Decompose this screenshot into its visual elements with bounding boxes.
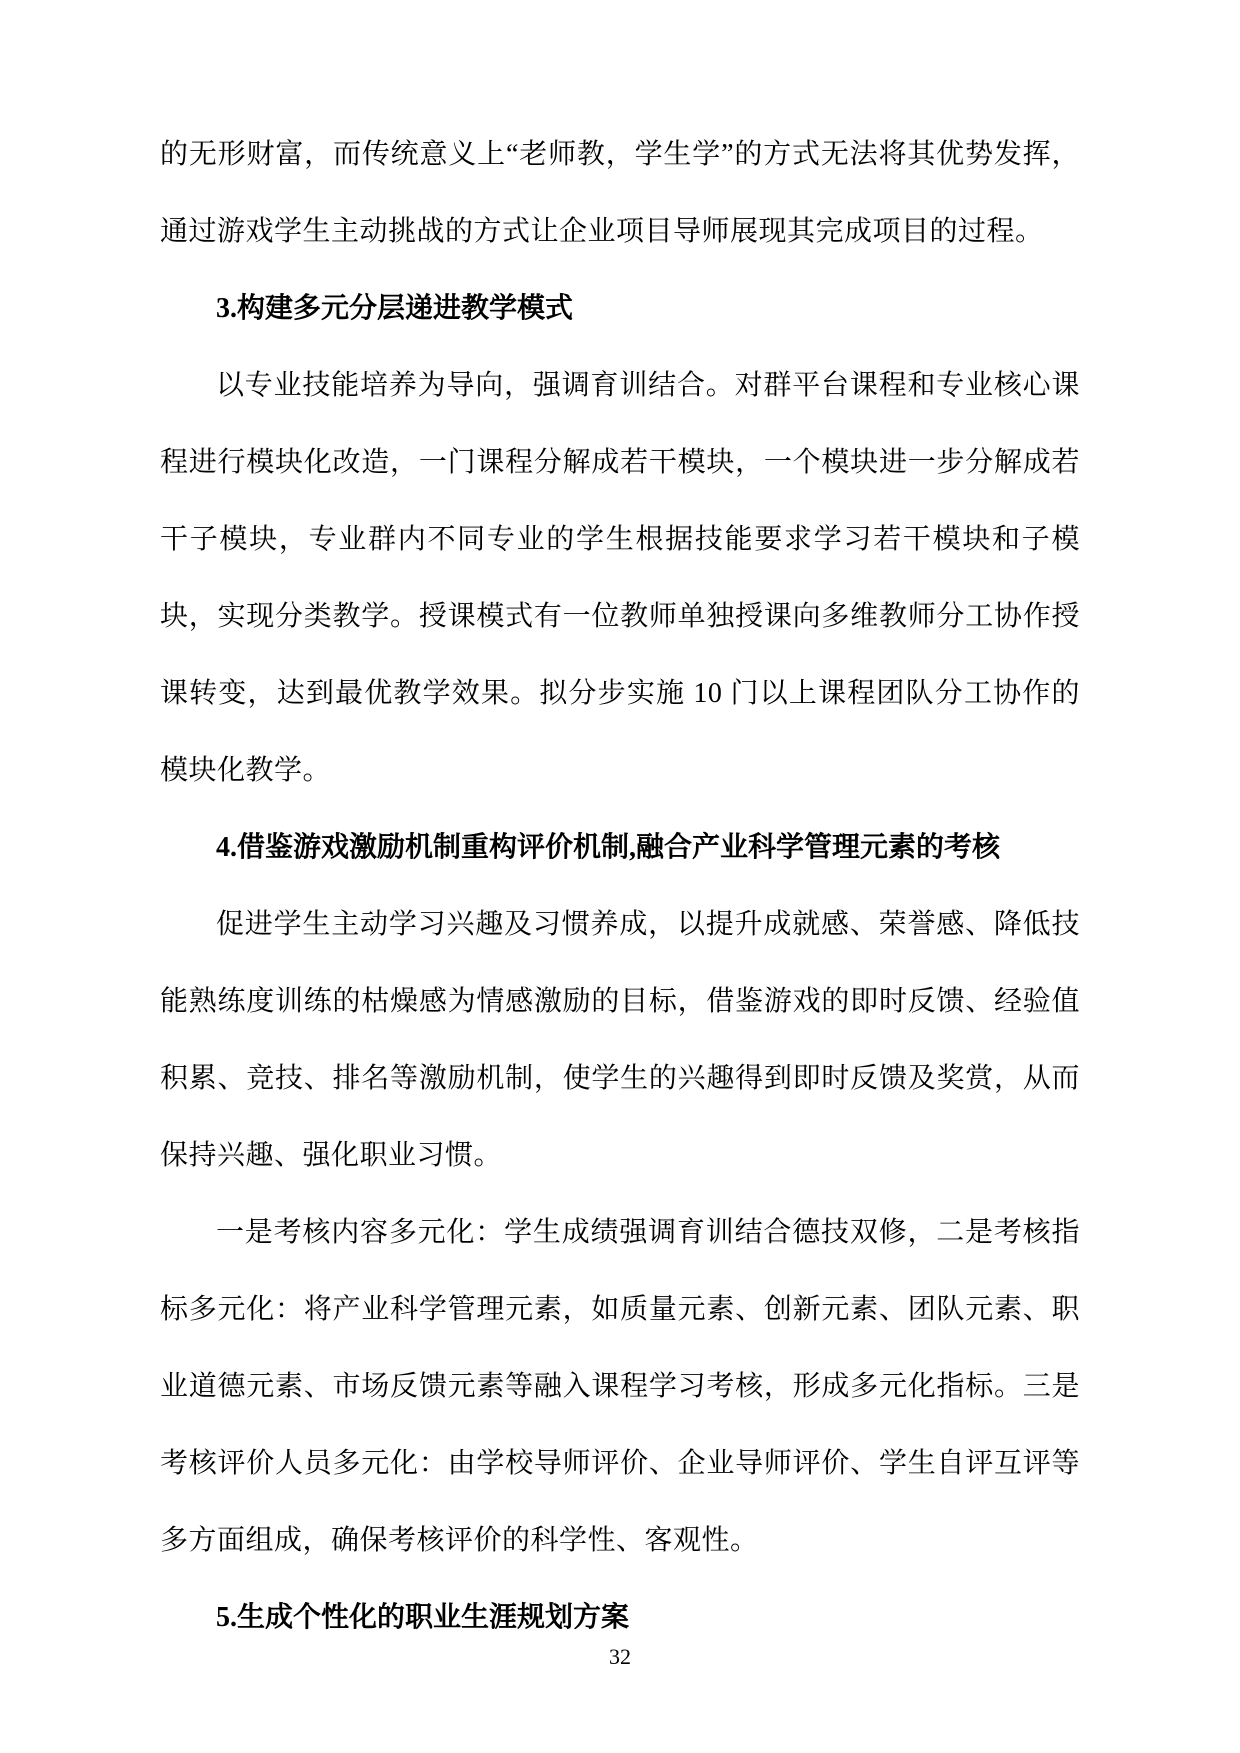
paragraph-assessment-diversification: 一是考核内容多元化：学生成绩强调育训结合德技双修，二是考核指标多元化：将产业科学管理元素，如质量元素、创新元素、团队元素、职业道德元素、市场反馈元素等融入课程学习考核，形成多元化指标。三是考核评价人员多元化：由学校导师评价、企业导师评价、学生自评互评等多方面组成，确保考核评价的科学性、客观性。	[160, 1217, 1080, 1556]
paragraph-incentive-mechanism: 促进学生主动学习兴趣及习惯养成，以提升成就感、荣誉感、降低技能熟练度训练的枯燥感为情感激励的目标，借鉴游戏的即时反馈、经验值积累、竞技、排名等激励机制，使学生的兴趣得到即时反馈及奖赏，从而保持兴趣、强化职业习惯。	[160, 909, 1080, 1171]
paragraph-teaching-model: 以专业技能培养为导向，强调育训结合。对群平台课程和专业核心课程进行模块化改造，一门课程分解成若干模块，一个模块进一步分解成若干子模块，专业群内不同专业的学生根据技能要求学习若干模块和子模块，实现分类教学。授课模式有一位教师单独授课向多维教师分工协作授课转变，达到最优教学效果。拟分步实施 10 门以上课程团队分工协作的模块化教学。	[160, 370, 1080, 786]
section-heading-4: 4.借鉴游戏激励机制重构评价机制,融合产业科学管理元素的考核	[216, 832, 1001, 863]
section-heading-3: 3.构建多元分层递进教学模式	[216, 293, 574, 324]
section-heading-5: 5.生成个性化的职业生涯规划方案	[216, 1602, 630, 1633]
paragraph-continuation: 的无形财富，而传统意义上“老师教，学生学”的方式无法将其优势发挥，通过游戏学生主动挑战的方式让企业项目导师展现其完成项目的过程。	[160, 139, 1080, 247]
page-number: 32	[609, 1644, 631, 1669]
